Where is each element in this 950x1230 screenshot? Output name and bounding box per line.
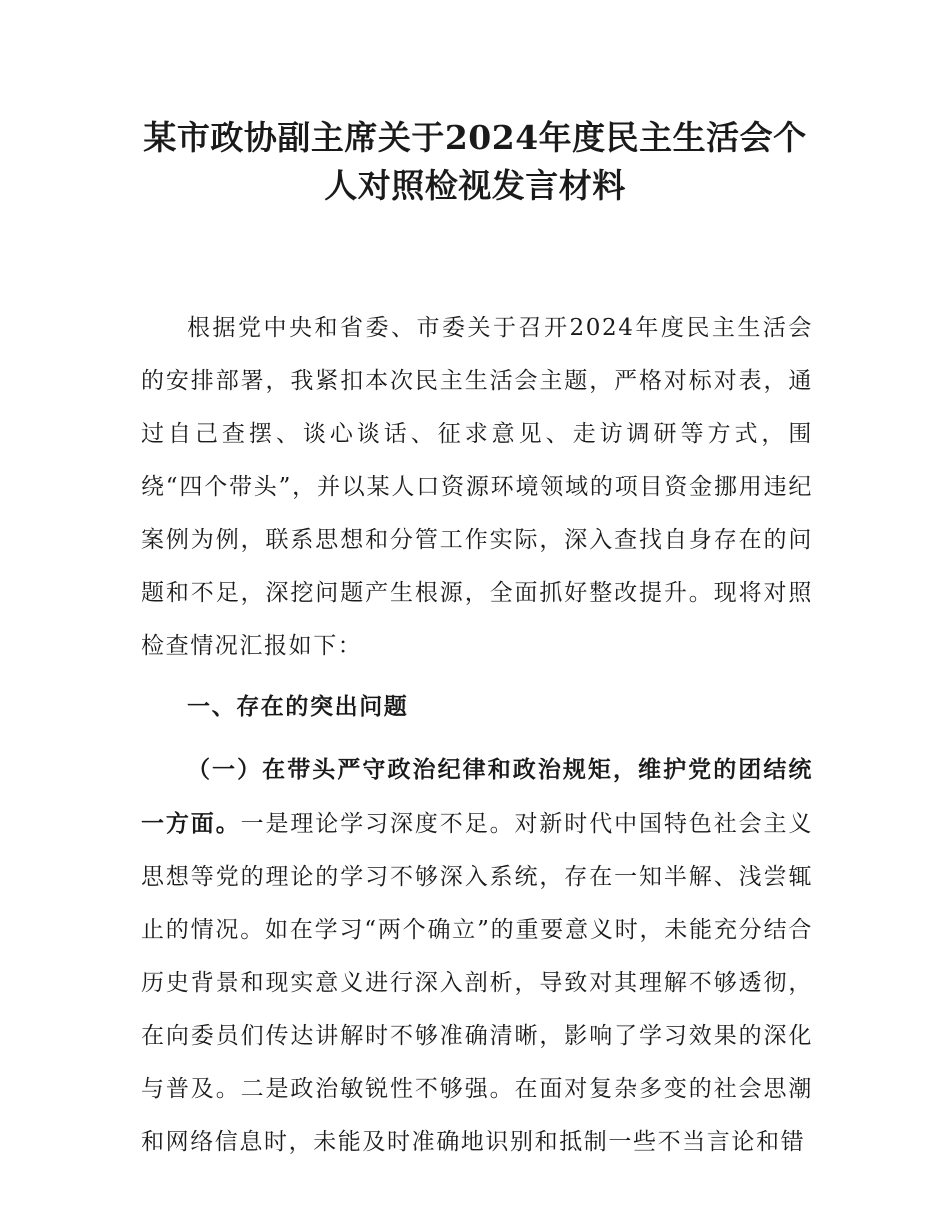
subsection-paragraph	[141, 743, 813, 1169]
intro-paragraph: 根据党中央和省委、市委关于召开2024年度民主生活会的安排部署，我紧扣本次民主生活会主题，严格对标对表，通过自己查摆、谈心谈话、征求意见、走访调研等方式，围绕“四个带头”，并以某人口资源环境领域的项目资金挪用违纪案例为例，联系思想和分管工作实际，深入查找自身存在的问题和不足，深挖问题产生根源，全面抓好整改提升。现将对照检查情况汇报如下：	[141, 315, 813, 659]
document-title-line-1: 某市政协副主席关于2024年度民主生活会个	[143, 118, 807, 157]
section-heading-problems: 一、存在的突出问题	[187, 694, 409, 720]
document-body	[141, 302, 813, 1169]
subsection-lead: （一）在带头严守政治纪律和政治规矩，维护党的团结统一方面。	[141, 756, 813, 837]
document-title-line-2: 人对照检视发言材料	[324, 166, 626, 205]
subsection-body: 一是理论学习深度不足。对新时代中国特色社会主义思想等党的理论的学习不够深入系统，存在一知半解、浅尝辄止的情况。如在学习“两个确立”的重要意义时，未能充分结合历史背景和现实意义进行深入剖析，导致对其理解不够透彻，在向委员们传达讲解时不够准确清晰，影响了学习效果的深化与普及。二是政治敏锐性不够强。在面对复杂多变的社会思潮和网络信息时，未能及时准确地识别和抵制一些不当言论和错	[141, 811, 813, 1155]
